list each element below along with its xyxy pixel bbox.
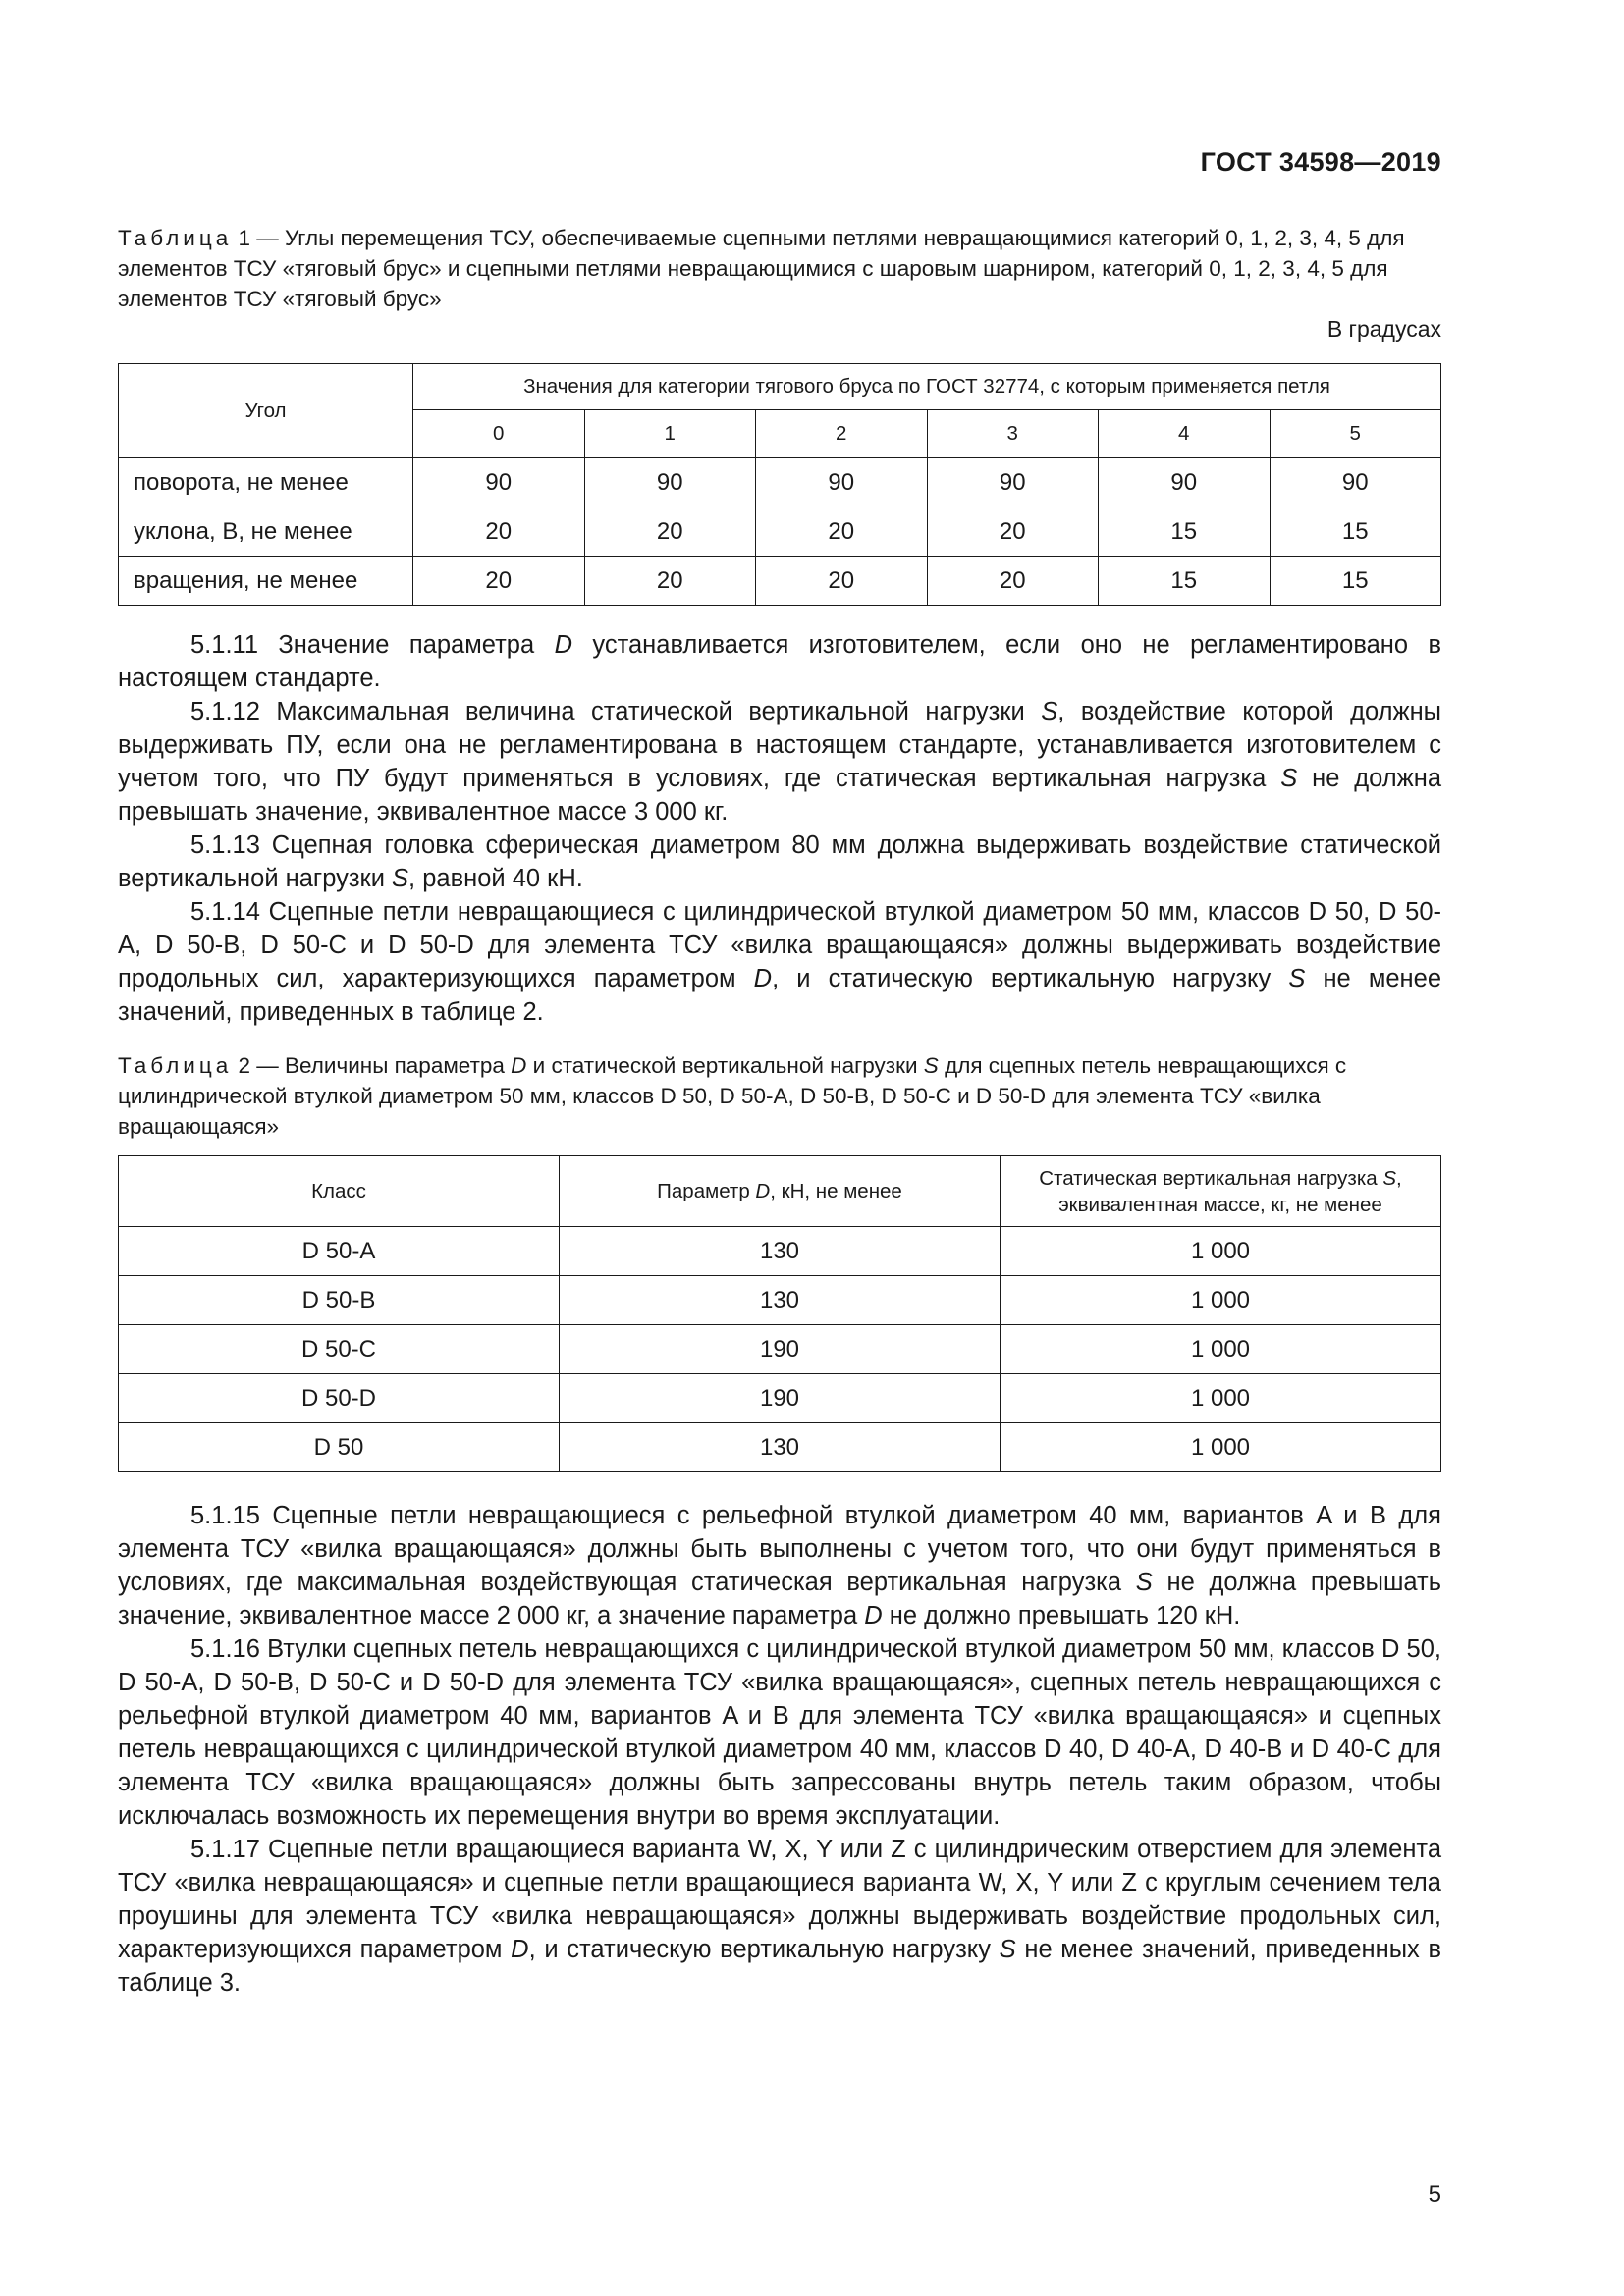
table1-caption <box>118 223 1441 314</box>
paragraph-5-1-17: 5.1.17 Сцепные петли вращающиеся варианта W, X, Y или Z с цилиндрическим отверстием для элемента ТСУ «вилка невращающаяся» и сцепные петли вращающиеся варианта W, X, Y или Z с круглым сечением тела проушины для элемента ТСУ «вилка невращающаяся» должны выдерживать воздействие продольных сил, характеризующихся параметром D, и статическую вертикальную нагрузку S не менее значений, приведенных в таблице 3. <box>118 1836 1441 1997</box>
table-cell: 1 000 <box>1001 1374 1441 1423</box>
paragraph-5-1-13: 5.1.13 Сцепная головка сферическая диаметром 80 мм должна выдерживать воздействие статической вертикальной нагрузки S, равной 40 кН. <box>118 831 1441 892</box>
row-label: вращения, не менее <box>119 557 413 606</box>
table2-header-load: Статическая вертикальная нагрузка S, эквивалентная массе, кг, не менее <box>1001 1156 1441 1227</box>
paragraph-5-1-16: 5.1.16 Втулки сцепных петель невращающихся с цилиндрической втулкой диаметром 50 мм, классов D 50, D 50-A, D 50-B, D 50-C и D 50-D для элемента ТСУ «вилка вращающаяся», сцепных петель невращающихся с рельефной втулкой диаметром 40 мм, вариантов A и B для элемента ТСУ «вилка вращающаяся» и сцепных петель невращающихся с цилиндрической втулкой диаметром 40 мм, классов D 40, D 40-A, D 40-B и D 40-C для элемента ТСУ «вилка вращающаяся» должны быть запрессованы внутрь петель таким образом, чтобы исключалась возможность их перемещения внутри во время эксплуатации. <box>118 1635 1441 1830</box>
table-cell: 20 <box>927 557 1099 606</box>
table-cell: 20 <box>756 557 928 606</box>
paragraph-5-1-11: 5.1.11 Значение параметра D устанавливается изготовителем, если оно не регламентировано в настоящем стандарте. <box>118 631 1441 692</box>
table-cell: 130 <box>560 1276 1001 1325</box>
table1-col-header: Угол <box>119 364 413 458</box>
table-cell: 1 000 <box>1001 1325 1441 1374</box>
table-cell: 190 <box>560 1325 1001 1374</box>
table-cell: 20 <box>413 507 585 557</box>
table-cell: D 50-D <box>119 1374 560 1423</box>
paragraphs-group-b <box>118 1499 1441 2000</box>
table1 <box>118 363 1441 606</box>
table-cell: 190 <box>560 1374 1001 1423</box>
table1-caption-prefix: Таблица <box>118 226 233 250</box>
table-row <box>119 557 1441 606</box>
paragraph-5-1-14: 5.1.14 Сцепные петли невращающиеся с цилиндрической втулкой диаметром 50 мм, классов D 50, D 50-A, D 50-B, D 50-C и D 50-D для элемента ТСУ «вилка вращающаяся» должны выдерживать воздействие продольных сил, характеризующихся параметром D, и статическую вертикальную нагрузку S не менее значений, приведенных в таблице 2. <box>118 898 1442 1026</box>
table1-group-header: Значения для категории тягового бруса по ГОСТ 32774, с которым применяется петля <box>413 364 1441 410</box>
table1-category: 3 <box>927 410 1099 458</box>
table-row <box>119 1325 1441 1374</box>
row-label: уклона, В, не менее <box>119 507 413 557</box>
table-cell: 15 <box>1270 507 1441 557</box>
table-cell: 90 <box>756 458 928 507</box>
table-row <box>119 1374 1441 1423</box>
table-row <box>119 1276 1441 1325</box>
table-cell: 130 <box>560 1423 1001 1472</box>
table-cell: 1 000 <box>1001 1276 1441 1325</box>
table-cell: D 50-C <box>119 1325 560 1374</box>
table-cell: D 50-B <box>119 1276 560 1325</box>
table-cell: 15 <box>1099 507 1271 557</box>
paragraph-5-1-15: 5.1.15 Сцепные петли невращающиеся с рельефной втулкой диаметром 40 мм, вариантов A и B для элемента ТСУ «вилка вращающаяся» должны быть выполнены с учетом того, что они будут применяться в условиях, где максимальная воздействующая статическая вертикальная нагрузка S не должна превышать значение, эквивалентное массе 2 000 кг, а значение параметра D не должно превышать 120 кН. <box>118 1502 1442 1629</box>
page-number: 5 <box>1428 2181 1441 2208</box>
table-cell: 15 <box>1270 557 1441 606</box>
table1-unit: В градусах <box>1326 316 1441 342</box>
table2-header-class: Класс <box>119 1156 560 1227</box>
document-id: ГОСТ 34598—2019 <box>1200 147 1441 177</box>
table2 <box>118 1155 1441 1472</box>
table-cell: 20 <box>584 507 756 557</box>
table1-category: 4 <box>1099 410 1271 458</box>
table-row <box>119 458 1441 507</box>
table1-caption-text: 1 — Углы перемещения ТСУ, обеспечиваемые сцепными петлями невращающимися категорий 0, 1, 2, 3, 4, 5 для элементов ТСУ «тяговый брус» и сцепными петлями невращающимися с шаровым шарниром, категорий 0, 1, 2, 3, 4, 5 для элементов ТСУ «тяговый брус» <box>118 226 1405 311</box>
table2-header-param: Параметр D, кН, не менее <box>560 1156 1001 1227</box>
paragraph-5-1-12: 5.1.12 Максимальная величина статической вертикальной нагрузки S, воздействие которой должны выдерживать ПУ, если она не регламентирована в настоящем стандарте, устанавливается изготовителем с учетом того, что ПУ будут применяться в условиях, где статическая вертикальная нагрузка S не должна превышать значение, эквивалентное массе 3 000 кг. <box>118 698 1442 826</box>
table-cell: 20 <box>927 507 1099 557</box>
table-cell: 1 000 <box>1001 1423 1441 1472</box>
table1-category: 0 <box>413 410 585 458</box>
table-cell: 20 <box>413 557 585 606</box>
table-cell: 90 <box>1099 458 1271 507</box>
table-cell: 20 <box>584 557 756 606</box>
table2-caption-prefix: Таблица <box>118 1053 233 1078</box>
table2-caption: Таблица 2 — Величины параметра D и статической вертикальной нагрузки S для сцепных петель невращающихся с цилиндрической втулкой диаметром 50 мм, классов D 50, D 50-A, D 50-B, D 50-C и D 50-D для элемента ТСУ «вилка вращающаяся» <box>118 1053 1347 1139</box>
table-row <box>119 507 1441 557</box>
table-cell: 90 <box>1270 458 1441 507</box>
table-cell: 90 <box>927 458 1099 507</box>
table1-category: 1 <box>584 410 756 458</box>
table-cell: 15 <box>1099 557 1271 606</box>
table-cell: D 50 <box>119 1423 560 1472</box>
table-row <box>119 1227 1441 1276</box>
table-row <box>119 1423 1441 1472</box>
table-cell: D 50-A <box>119 1227 560 1276</box>
table-cell: 130 <box>560 1227 1001 1276</box>
table1-category: 5 <box>1270 410 1441 458</box>
table-cell: 1 000 <box>1001 1227 1441 1276</box>
table-cell: 20 <box>756 507 928 557</box>
table1-category: 2 <box>756 410 928 458</box>
row-label: поворота, не менее <box>119 458 413 507</box>
paragraphs-group-a <box>118 628 1441 1029</box>
table-cell: 90 <box>413 458 585 507</box>
table-cell: 90 <box>584 458 756 507</box>
